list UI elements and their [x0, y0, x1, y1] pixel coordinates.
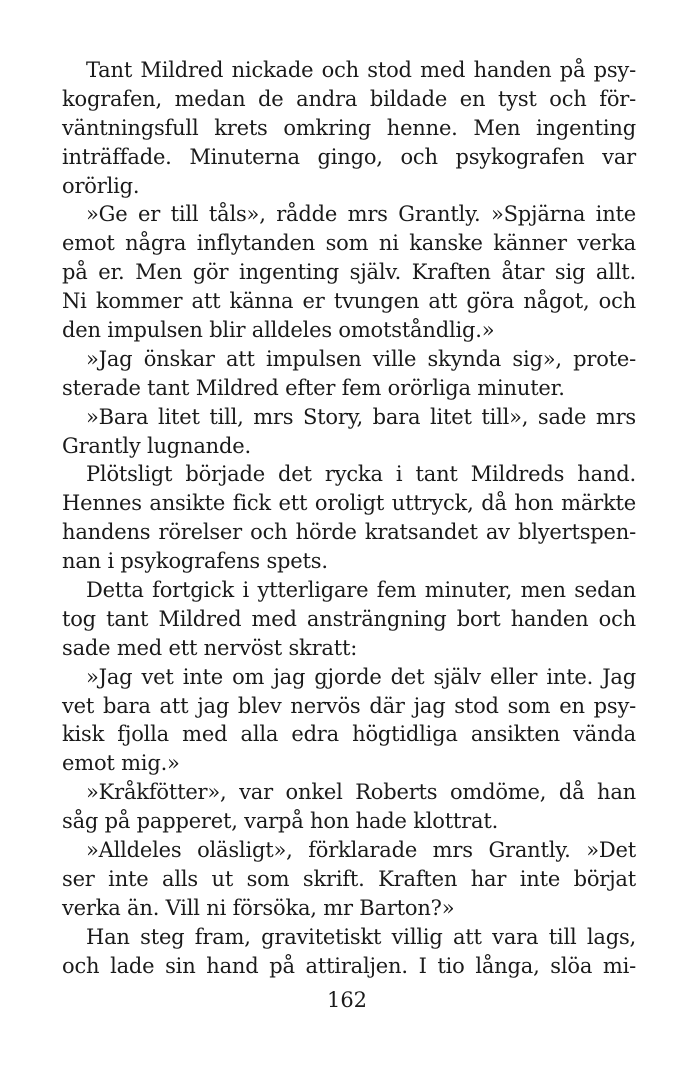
- book-page-text: [62, 56, 636, 1056]
- text-line: kografen, medan de andra bildade en tyst och för-: [62, 86, 636, 111]
- text-line: »Jag vet inte om jag gjorde det själv eller inte. Jag: [86, 664, 636, 689]
- text-line: Detta fortgick i ytterligare fem minuter, men sedan: [86, 578, 636, 603]
- text-line: »Alldeles oläsligt», förklarade mrs Grantly. »Det: [86, 838, 636, 863]
- text-line: Plötsligt började det rycka i tant Mildreds hand.: [86, 462, 636, 487]
- text-line: Hennes ansikte fick ett oroligt uttryck, då hon märkte: [62, 491, 636, 516]
- text-line: »Kråkfötter», var onkel Roberts omdöme, då han: [86, 780, 636, 805]
- text-line: Grantly lugnande.: [62, 433, 251, 458]
- text-line: »Jag önskar att impulsen ville skynda sig», prote-: [86, 346, 636, 371]
- text-line: emot mig.»: [62, 751, 180, 776]
- text-line: sterade tant Mildred efter fem orörliga minuter.: [62, 375, 565, 400]
- text-line: den impulsen blir alldeles omotståndlig.»: [62, 318, 495, 343]
- page-number: 162: [326, 988, 368, 1012]
- text-line: emot några inflytanden som ni kanske känner verka: [62, 231, 636, 256]
- text-line: Ni kommer att känna er tvungen att göra något, och: [62, 289, 636, 314]
- text-line: och lade sin hand på attiraljen. I tio långa, slöa mi-: [62, 953, 636, 978]
- text-line: ser inte alls ut som skrift. Kraften har inte börjat: [62, 866, 636, 891]
- text-line: såg på papperet, varpå hon hade klottrat.: [62, 809, 499, 834]
- text-line: tog tant Mildred med ansträngning bort handen och: [62, 606, 636, 631]
- text-line: handens rörelser och hörde kratsandet av blyertspen-: [62, 520, 636, 545]
- text-line: »Bara litet till, mrs Story, bara litet till», sade mrs: [86, 404, 636, 429]
- text-line: verka än. Vill ni försöka, mr Barton?»: [62, 895, 455, 920]
- text-line: Han steg fram, gravitetiskt villig att vara till lags,: [86, 924, 636, 949]
- text-line: kisk fjolla med alla edra högtidliga ansikten vända: [62, 722, 636, 747]
- text-line: på er. Men gör ingenting själv. Kraften åtar sig allt.: [62, 260, 636, 285]
- text-line: inträffade. Minuterna gingo, och psykografen var: [62, 144, 636, 169]
- text-line: vet bara att jag blev nervös där jag stod som en psy-: [62, 693, 636, 718]
- text-line: Tant Mildred nickade och stod med handen på psy-: [86, 58, 636, 82]
- text-line: orörlig.: [62, 173, 140, 198]
- text-line: väntningsfull krets omkring henne. Men ingenting: [62, 115, 636, 140]
- text-line: »Ge er till tåls», rådde mrs Grantly. »Spjärna inte: [86, 202, 636, 227]
- text-line: nan i psykografens spets.: [62, 549, 328, 574]
- text-line: sade med ett nervöst skratt:: [62, 635, 358, 660]
